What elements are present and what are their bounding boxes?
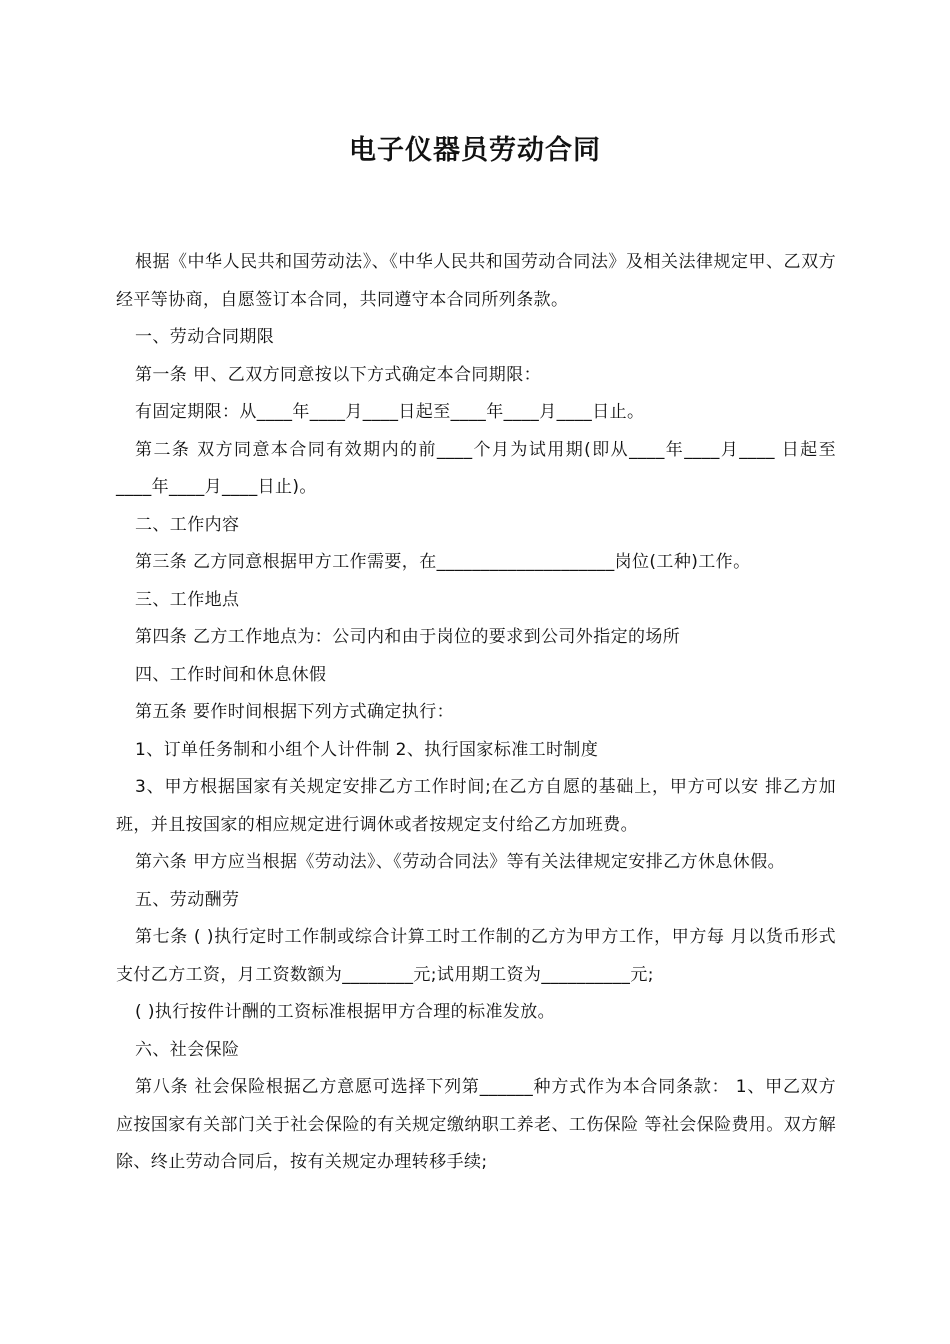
article-6: 第六条 甲方应当根据《劳动法》、《劳动合同法》等有关法律规定安排乙方休息休假。 [135, 852, 786, 872]
article-2: 第二条 双方同意本合同有效期内的前____个月为试用期(即从____年____月____ 日起至____年____月____日止)。 [116, 439, 836, 497]
article-3: 第三条 乙方同意根据甲方工作需要，在____________________岗位(工种)工作。 [135, 552, 751, 572]
piece-rate-line: ( )执行按件计酬的工资标准根据甲方合理的标准发放。 [135, 1002, 556, 1022]
article-1: 第一条 甲、乙双方同意按以下方式确定本合同期限： [135, 364, 542, 385]
article-7: 第七条 ( )执行定时工作制或综合计算工时工作制的乙方为甲方工作，甲方每 月以货币形式支付乙方工资，月工资数额为________元;试用期工资为__________元; [116, 927, 836, 985]
fixed-term-line: 有固定期限：从____年____月____日起至____年____月____日止。 [135, 402, 645, 422]
work-hours-options: 1、订单任务制和小组个人计件制 2、执行国家标准工时制度 [135, 739, 599, 760]
section-heading-remuneration: 五、劳动酬劳 [135, 889, 240, 910]
section-heading-work-location: 三、工作地点 [135, 589, 240, 610]
article-8: 第八条 社会保险根据乙方意愿可选择下列第______种方式作为本合同条款： 1、甲乙双方应按国家有关部门关于社会保险的有关规定缴纳职工养老、工伤保险 等社会保险费用。双方解除、终止劳动合同后，按有关规定办理转移手续; [116, 1077, 836, 1172]
document-body [116, 244, 836, 1182]
paragraph-preamble: 根据《中华人民共和国劳动法》、《中华人民共和国劳动合同法》及相关法律规定甲、乙双方经平等协商，自愿签订本合同，共同遵守本合同所列条款。 [116, 252, 836, 310]
article-4: 第四条 乙方工作地点为：公司内和由于岗位的要求到公司外指定的场所 [135, 627, 681, 647]
section-heading-work-hours: 四、工作时间和休息休假 [135, 664, 327, 685]
document-title: 电子仪器员劳动合同 [349, 135, 601, 166]
section-heading-contract-term: 一、劳动合同期限 [135, 327, 275, 347]
section-heading-social-insurance: 六、社会保险 [135, 1039, 240, 1060]
section-heading-work-content: 二、工作内容 [135, 514, 240, 535]
article-5: 第五条 要作时间根据下列方式确定执行： [135, 702, 455, 722]
work-hours-item-3: 3、甲方根据国家有关规定安排乙方工作时间;在乙方自愿的基础上，甲方可以安 排乙方加班，并且按国家的相应规定进行调休或者按规定支付给乙方加班费。 [116, 777, 836, 835]
